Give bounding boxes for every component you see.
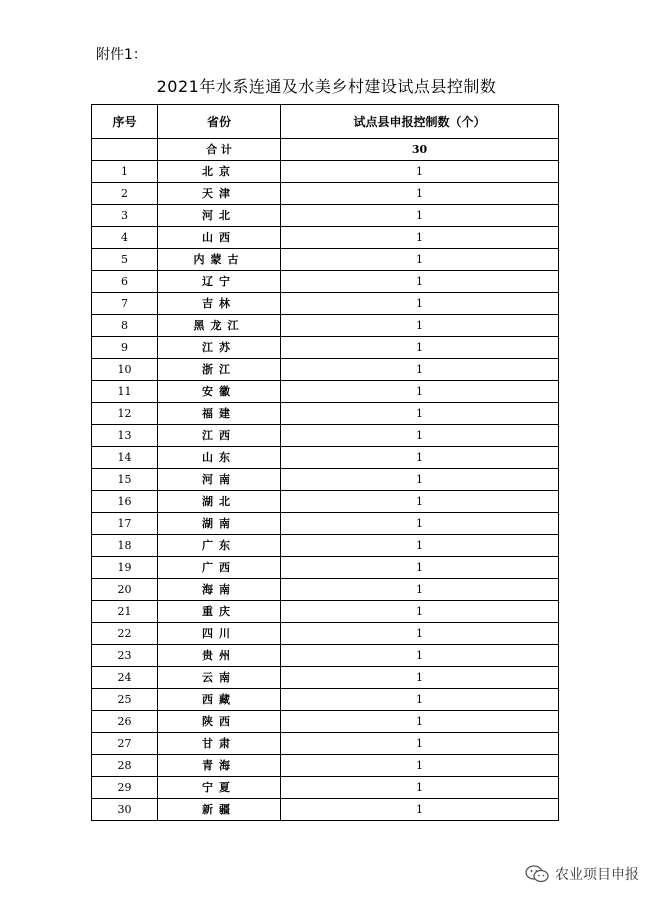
- row-serial: 8: [92, 315, 158, 337]
- row-quota: 1: [281, 601, 559, 623]
- table-row: [92, 623, 559, 645]
- row-quota: 1: [281, 359, 559, 381]
- row-province: 辽宁: [158, 271, 281, 293]
- row-province: 浙江: [158, 359, 281, 381]
- row-quota: 1: [281, 425, 559, 447]
- total-row: [92, 139, 559, 161]
- table-row: [92, 425, 559, 447]
- row-serial: 16: [92, 491, 158, 513]
- table-row: [92, 799, 559, 821]
- row-serial: 25: [92, 689, 158, 711]
- row-quota: 1: [281, 227, 559, 249]
- row-quota: 1: [281, 689, 559, 711]
- wechat-icon: [525, 865, 549, 883]
- header-serial: 序号: [92, 105, 158, 139]
- row-serial: 29: [92, 777, 158, 799]
- row-serial: 10: [92, 359, 158, 381]
- row-province: 海南: [158, 579, 281, 601]
- row-province: 江西: [158, 425, 281, 447]
- row-serial: 9: [92, 337, 158, 359]
- table-row: [92, 227, 559, 249]
- row-province: 北京: [158, 161, 281, 183]
- table-row: [92, 535, 559, 557]
- row-quota: 1: [281, 403, 559, 425]
- table-row: [92, 733, 559, 755]
- watermark-text: 农业项目申报: [555, 867, 639, 883]
- row-province: 内蒙古: [158, 249, 281, 271]
- row-quota: 1: [281, 711, 559, 733]
- row-province: 青海: [158, 755, 281, 777]
- row-serial: 12: [92, 403, 158, 425]
- table-row: [92, 645, 559, 667]
- table-row: [92, 183, 559, 205]
- row-serial: 19: [92, 557, 158, 579]
- total-serial: [92, 139, 158, 161]
- row-quota: 1: [281, 645, 559, 667]
- attachment-label: 附件1：: [96, 47, 147, 63]
- row-quota: 1: [281, 557, 559, 579]
- table-row: [92, 447, 559, 469]
- row-province: 河南: [158, 469, 281, 491]
- row-serial: 13: [92, 425, 158, 447]
- table-row: [92, 293, 559, 315]
- row-quota: 1: [281, 183, 559, 205]
- table-row: [92, 667, 559, 689]
- table-row: [92, 469, 559, 491]
- table-row: [92, 161, 559, 183]
- table-row: [92, 601, 559, 623]
- header-quota: 试点县申报控制数（个）: [281, 105, 559, 139]
- row-province: 贵州: [158, 645, 281, 667]
- row-serial: 28: [92, 755, 158, 777]
- row-province: 江苏: [158, 337, 281, 359]
- row-province: 湖南: [158, 513, 281, 535]
- row-serial: 2: [92, 183, 158, 205]
- row-province: 山西: [158, 227, 281, 249]
- row-quota: 1: [281, 381, 559, 403]
- table-row: [92, 557, 559, 579]
- row-serial: 6: [92, 271, 158, 293]
- row-province: 黑龙江: [158, 315, 281, 337]
- total-label: 合 计: [158, 139, 281, 161]
- row-serial: 23: [92, 645, 158, 667]
- row-province: 云南: [158, 667, 281, 689]
- table-row: [92, 205, 559, 227]
- row-quota: 1: [281, 491, 559, 513]
- table-row: [92, 513, 559, 535]
- row-serial: 18: [92, 535, 158, 557]
- row-province: 广西: [158, 557, 281, 579]
- row-serial: 1: [92, 161, 158, 183]
- table-row: [92, 381, 559, 403]
- row-quota: 1: [281, 623, 559, 645]
- header-province: 省份: [158, 105, 281, 139]
- row-serial: 7: [92, 293, 158, 315]
- table-row: [92, 755, 559, 777]
- row-quota: 1: [281, 579, 559, 601]
- row-province: 广东: [158, 535, 281, 557]
- row-serial: 30: [92, 799, 158, 821]
- row-province: 福建: [158, 403, 281, 425]
- row-quota: 1: [281, 777, 559, 799]
- row-quota: 1: [281, 755, 559, 777]
- row-province: 陕西: [158, 711, 281, 733]
- row-serial: 14: [92, 447, 158, 469]
- total-value: 30: [281, 139, 559, 161]
- document-title: 2021年水系连通及水美乡村建设试点县控制数: [156, 77, 497, 96]
- row-quota: 1: [281, 535, 559, 557]
- row-quota: 1: [281, 293, 559, 315]
- row-serial: 4: [92, 227, 158, 249]
- table-row: [92, 249, 559, 271]
- row-serial: 24: [92, 667, 158, 689]
- row-quota: 1: [281, 733, 559, 755]
- row-quota: 1: [281, 337, 559, 359]
- row-serial: 22: [92, 623, 158, 645]
- row-quota: 1: [281, 161, 559, 183]
- row-serial: 26: [92, 711, 158, 733]
- row-province: 天津: [158, 183, 281, 205]
- row-quota: 1: [281, 469, 559, 491]
- table-row: [92, 579, 559, 601]
- table-row: [92, 315, 559, 337]
- row-province: 新疆: [158, 799, 281, 821]
- row-serial: 5: [92, 249, 158, 271]
- table-row: [92, 271, 559, 293]
- row-province: 吉林: [158, 293, 281, 315]
- table-row: [92, 689, 559, 711]
- watermark: [525, 864, 639, 884]
- row-province: 甘肃: [158, 733, 281, 755]
- row-quota: 1: [281, 205, 559, 227]
- row-serial: 15: [92, 469, 158, 491]
- row-quota: 1: [281, 667, 559, 689]
- row-quota: 1: [281, 799, 559, 821]
- row-quota: 1: [281, 249, 559, 271]
- row-serial: 21: [92, 601, 158, 623]
- row-province: 宁夏: [158, 777, 281, 799]
- row-province: 西藏: [158, 689, 281, 711]
- table-row: [92, 491, 559, 513]
- row-serial: 17: [92, 513, 158, 535]
- row-province: 重庆: [158, 601, 281, 623]
- table-row: [92, 777, 559, 799]
- quota-table: [91, 104, 559, 821]
- table-row: [92, 403, 559, 425]
- row-serial: 11: [92, 381, 158, 403]
- row-quota: 1: [281, 447, 559, 469]
- table-header-row: [92, 105, 559, 139]
- table-row: [92, 711, 559, 733]
- row-province: 山东: [158, 447, 281, 469]
- table-row: [92, 337, 559, 359]
- row-province: 湖北: [158, 491, 281, 513]
- row-quota: 1: [281, 315, 559, 337]
- table-row: [92, 359, 559, 381]
- row-quota: 1: [281, 513, 559, 535]
- row-province: 安徽: [158, 381, 281, 403]
- row-province: 河北: [158, 205, 281, 227]
- row-serial: 27: [92, 733, 158, 755]
- row-serial: 20: [92, 579, 158, 601]
- row-province: 四川: [158, 623, 281, 645]
- row-serial: 3: [92, 205, 158, 227]
- row-quota: 1: [281, 271, 559, 293]
